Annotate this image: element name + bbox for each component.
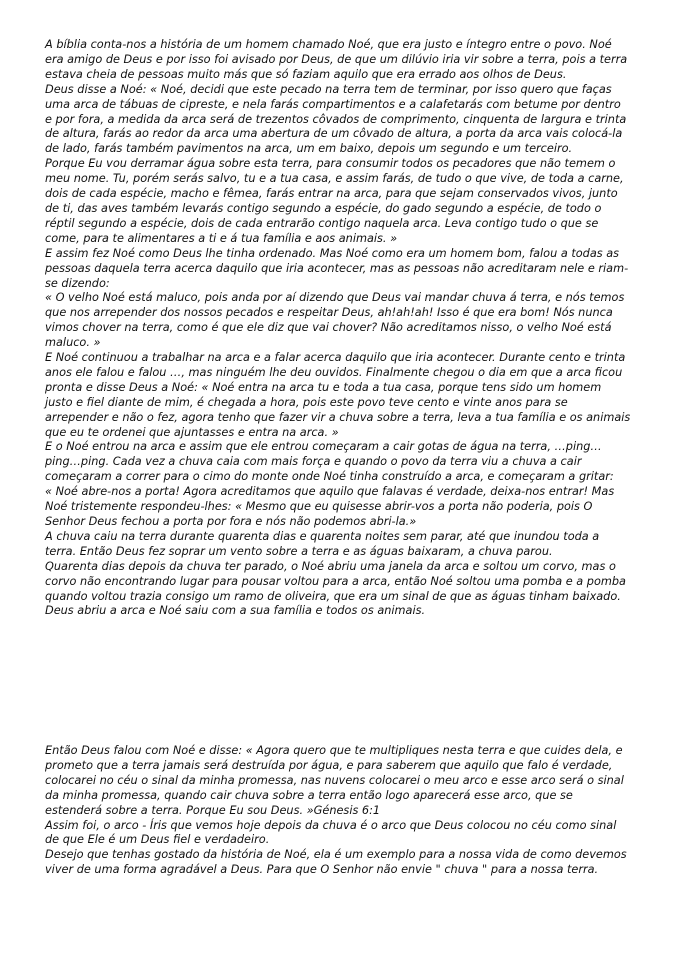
paragraph-god-instructions: Deus disse a Noé: « Noé, decidi que este pecado na terra tem de terminar, por isso quero que faças uma arca de tábuas de cipreste, e nela farás compartimentos e a calafetarás com betume por dentro e por fora, a medida da arca será de trezentos côvados de comprimento, cinquenta de largura e trinta de altura, farás ao redor da arca uma abertura de um côvado de altura, a porta da arca vais colocá-la de lado, farás também pavimentos na arca, um em baixo, depois um segundo e um terceiro. <box>45 82 627 156</box>
story-block-main <box>45 38 631 619</box>
paragraph-noah-obeys: E assim fez Noé como Deus lhe tinha ordenado. Mas Noé como era um homem bom, falou a todas as pessoas daquela terra acerca daquilo que iria acontecer, mas as pessoas não acreditaram nele e riam-se dizendo: <box>45 246 629 290</box>
paragraph-people-plead: « Noé abre-nos a porta! Agora acreditamos que aquilo que falavas é verdade, deixa-nos entrar! Mas Noé tristemente respondeu-lhes: « Mesmo que eu quisesse abrir-vos a porta não poderia, pois O Senhor Deus fechou a porta por fora e nós não podemos abri-la.» <box>45 485 615 528</box>
story-block-covenant <box>45 744 631 878</box>
paragraph-flood-warning: Porque Eu vou derramar água sobre esta terra, para consumir todos os pecadores que não temem o meu nome. Tu, porém serás salvo, tu e a tua casa, e assim farás, de tudo o que vive, de toda a carne, dois de cada espécie, macho e fêmea, farás entrar na arca, para que sejam conservados vivos, junto de ti, das aves também levarás contigo segundo a espécie, do gado segundo a espécie, de todo o réptil segundo a espécie, dois de cada entrarão contigo naquela arca. Leva contigo tudo o que se come, para te alimentares a ti e á tua família e aos animais. » <box>45 157 624 245</box>
paragraph-covenant: Então Deus falou com Noé e disse: « Agora quero que te multipliques nesta terra e que cuides dela, e prometo que a terra jamais será destruída por água, e para saberem que aquilo que falo é verdade, colocarei no céu o sinal da minha promessa, nas nuvens colocarei o meu arco e esse arco será o sinal da minha promessa, quando cair chuva sobre a terra então logo aparecerá esse arco, que se estenderá sobre a terra. Porque Eu sou Deus. »Génesis 6:1 <box>45 744 624 817</box>
paragraph-rain-starts: E o Noé entrou na arca e assim que ele entrou começaram a cair gotas de água na terra, …ping…ping…ping. Cada vez a chuva caia com mais força e quando o povo da terra viu a chuva a cair começaram a correr para o cimo do monte onde Noé tinha construído a arca, e começaram a gritar: <box>45 440 614 484</box>
paragraph-raven-dove: Quarenta dias depois da chuva ter parado, o Noé abriu uma janela da arca e soltou um corvo, mas o corvo não encontrando lugar para pousar voltou para a arca, então Noé soltou uma pomba e a pomba quando voltou trazia consigo um ramo de oliveira, que era um sinal de que as águas tinham baixado. <box>45 559 626 603</box>
paragraph-intro: A bíblia conta-nos a história de um homem chamado Noé, que era justo e íntegro entre o povo. Noé era amigo de Deus e por isso foi avisado por Deus, de que um dilúvio iria vir sobre a terra, pois a terra estava cheia de pessoas muito más que só faziam aquilo que era errado aos olhos de Deus. <box>45 38 628 81</box>
paragraph-closing: Desejo que tenhas gostado da história de Noé, ela é um exemplo para a nossa vida de como devemos viver de uma forma agradável a Deus. Para que O Senhor não envie " chuva " para a nossa terra. <box>45 848 627 877</box>
paragraph-leave-ark: Deus abriu a arca e Noé saiu com a sua família e todos os animais. <box>45 604 426 618</box>
paragraph-people-mock: « O velho Noé está maluco, pois anda por aí dizendo que Deus vai mandar chuva á terra, e nós temos que nos arrepender dos nossos pecados e respeitar Deus, ah!ah!ah! Isso é que era bom! Nós nunca vimos chover na terra, como é que ele diz que vai chover? Não acreditamos nisso, o velho Noé está maluco. » <box>45 291 625 350</box>
paragraph-forty-days: A chuva caiu na terra durante quarenta dias e quarenta noites sem parar, até que inundou toda a terra. Então Deus fez soprar um vento sobre a terra e as águas baixaram, a chuva parou. <box>45 529 600 558</box>
paragraph-ark-ready: E Noé continuou a trabalhar na arca e a falar acerca daquilo que iria acontecer. Durante cento e trinta anos ele falou e falou …, mas ninguém lhe deu ouvidos. Finalmente chegou o dia em que a arca ficou pronta e disse Deus a Noé: « Noé entra na arca tu e toda a tua casa, porque tens sido um homem justo e fiel diante de mim, é chegada a hora, pois este povo teve cento e vinte anos para se arrepender e não o fez, agora tenho que fazer vir a chuva sobre a terra, leva a tua família e os animais que eu te ordenei que ajuntasses e entra na arca. » <box>45 351 631 439</box>
paragraph-rainbow: Assim foi, o arco - Íris que vemos hoje depois da chuva é o arco que Deus colocou no céu como sinal de que Ele é um Deus fiel e verdadeiro. <box>45 818 617 847</box>
